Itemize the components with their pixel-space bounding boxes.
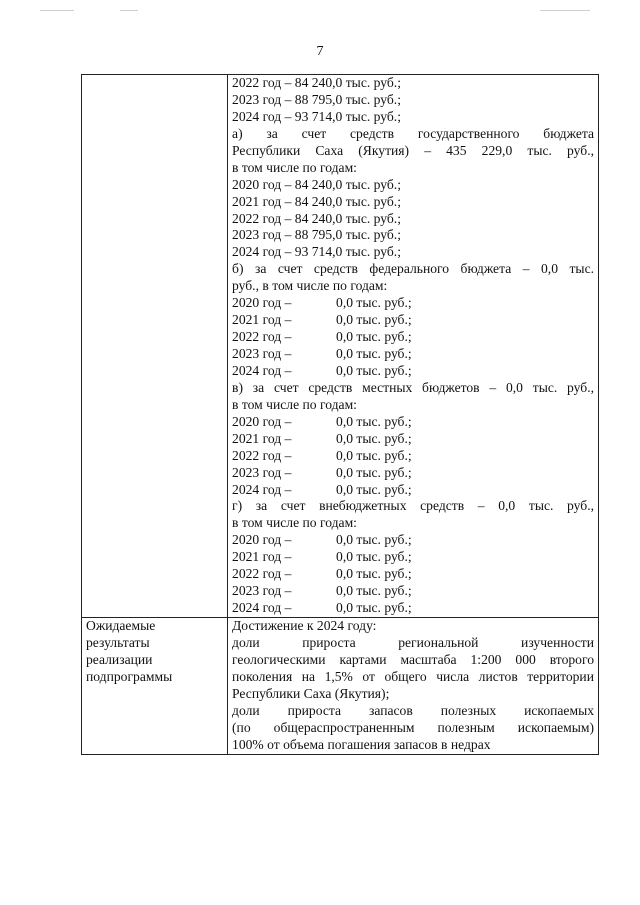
section-a-year: 2024 год – 93 714,0 тыс. руб.; <box>232 244 401 260</box>
section-a-year: 2022 год – 84 240,0 тыс. руб.; <box>232 210 401 226</box>
year-label: 2020 год – <box>232 295 292 311</box>
year-label: 2022 год – <box>232 329 292 345</box>
year-label: 2024 год – <box>232 600 292 616</box>
section-b-year <box>232 329 594 346</box>
year-amount: 0,0 тыс. руб.; <box>336 362 412 378</box>
section-v-year <box>232 465 594 482</box>
year-label: 2021 год – <box>232 312 292 328</box>
year-amount: 0,0 тыс. руб.; <box>336 600 412 616</box>
section-g-year <box>232 583 594 600</box>
results-line: 100% от объема погашения запасов в недрах <box>232 736 491 752</box>
year-amount: 0,0 тыс. руб.; <box>336 329 412 345</box>
results-row <box>82 618 599 755</box>
year-amount: 0,0 тыс. руб.; <box>336 413 412 429</box>
year-amount: 0,0 тыс. руб.; <box>336 430 412 446</box>
results-label-line: реализации <box>86 651 153 667</box>
year-amount: 0,0 тыс. руб.; <box>336 481 412 497</box>
results-line: поколения на 1,5% от общего числа листов территории <box>232 668 594 684</box>
results-label-line: подпрограммы <box>86 668 173 684</box>
scan-mark <box>40 10 74 11</box>
scan-mark <box>120 10 138 11</box>
funding-row <box>82 75 599 618</box>
results-line: Республики Саха (Якутия); <box>232 685 390 701</box>
section-b-year <box>232 363 594 380</box>
section-v-in-years: в том числе по годам: <box>232 396 357 412</box>
year-amount: 0,0 тыс. руб.; <box>336 566 412 582</box>
section-a-heading: а) за счет средств государственного бюджета <box>232 125 594 141</box>
year-label: 2024 год – <box>232 481 292 497</box>
year-label: 2024 год – <box>232 362 292 378</box>
section-g-year <box>232 600 594 617</box>
section-v-year <box>232 431 594 448</box>
section-a-year: 2021 год – 84 240,0 тыс. руб.; <box>232 193 401 209</box>
year-amount: 0,0 тыс. руб.; <box>336 532 412 548</box>
section-g-year <box>232 532 594 549</box>
funding-value-cell <box>228 75 599 618</box>
year-label: 2021 год – <box>232 549 292 565</box>
year-amount: 0,0 тыс. руб.; <box>336 549 412 565</box>
funding-line: 2022 год – 84 240,0 тыс. руб.; <box>232 75 401 90</box>
section-v-year <box>232 414 594 431</box>
section-g-in-years: в том числе по годам: <box>232 515 357 531</box>
year-label: 2020 год – <box>232 532 292 548</box>
year-label: 2022 год – <box>232 447 292 463</box>
section-g-heading: г) за счет внебюджетных средств – 0,0 тыс. руб., <box>232 498 594 514</box>
results-intro: Достижение к 2024 году: <box>232 618 377 633</box>
section-v-year <box>232 448 594 465</box>
year-amount: 0,0 тыс. руб.; <box>336 447 412 463</box>
funding-line: 2024 год – 93 714,0 тыс. руб.; <box>232 108 401 124</box>
year-label: 2023 год – <box>232 346 292 361</box>
funding-table <box>81 74 599 755</box>
year-label: 2022 год – <box>232 566 292 582</box>
section-b-heading: б) за счет средств федерального бюджета – 0,0 тыс. <box>232 261 594 277</box>
funding-line: 2023 год – 88 795,0 тыс. руб.; <box>232 91 401 107</box>
year-amount: 0,0 тыс. руб.; <box>336 464 412 480</box>
year-amount: 0,0 тыс. руб.; <box>336 583 412 599</box>
results-label-line: Ожидаемые <box>86 618 156 633</box>
year-label: 2023 год – <box>232 583 292 599</box>
results-line: (по общераспространенным полезным ископаемым) <box>232 719 594 735</box>
section-b-year <box>232 295 594 312</box>
results-line: доли прироста запасов полезных ископаемых <box>232 702 594 718</box>
year-label: 2023 год – <box>232 464 292 480</box>
section-a-year: 2023 год – 88 795,0 тыс. руб.; <box>232 227 401 243</box>
section-b-heading-tail: руб., в том числе по годам: <box>232 278 388 294</box>
section-b-year <box>232 312 594 329</box>
funding-label-cell <box>82 75 228 618</box>
section-v-year <box>232 482 594 499</box>
year-amount: 0,0 тыс. руб.; <box>336 312 412 328</box>
section-a-year: 2020 год – 84 240,0 тыс. руб.; <box>232 176 401 192</box>
scan-mark <box>540 10 590 11</box>
results-label-line: результаты <box>86 634 150 650</box>
results-label-cell <box>82 618 228 755</box>
year-amount: 0,0 тыс. руб.; <box>336 346 412 361</box>
page-number: 7 <box>316 44 324 59</box>
section-a-in-years: в том числе по годам: <box>232 159 357 175</box>
section-b-year <box>232 346 594 363</box>
section-g-year <box>232 566 594 583</box>
results-line: доли прироста региональной изученности <box>232 634 594 650</box>
year-label: 2021 год – <box>232 430 292 446</box>
section-v-heading: в) за счет средств местных бюджетов – 0,0 тыс. руб., <box>232 379 594 395</box>
section-a-heading: Республики Саха (Якутия) – 435 229,0 тыс. руб., <box>232 142 594 158</box>
section-g-year <box>232 549 594 566</box>
results-value-cell <box>228 618 599 755</box>
year-amount: 0,0 тыс. руб.; <box>336 295 412 311</box>
year-label: 2020 год – <box>232 413 292 429</box>
results-line: геологическими картами масштаба 1:200 000 второго <box>232 651 594 667</box>
